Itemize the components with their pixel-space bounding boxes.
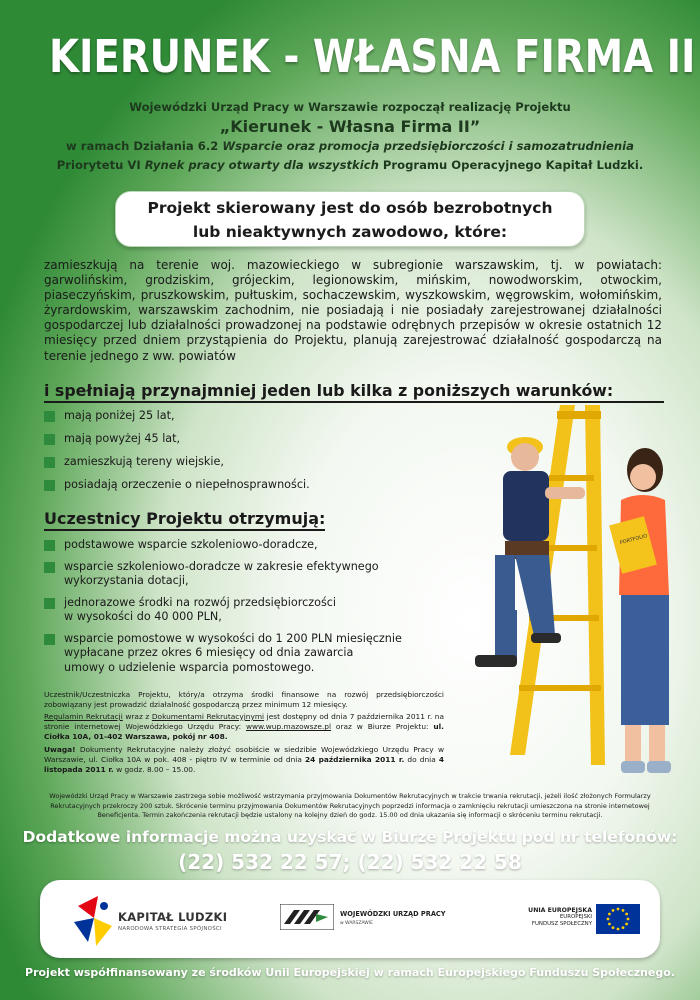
- conditions-list: [44, 409, 364, 501]
- workers-ladder-photo: [445, 405, 685, 785]
- obligation-note: Uczestnik/Uczestniczka Projektu, który/a otrzyma środki finansowe na rozwój przedsiębiorczości zobowiązany jest prowadzić działalność gospodarczą przez minimum 12 miesięcy.: [44, 690, 444, 710]
- list-item: jednorazowe środki na rozwój przedsiębiorczości w wysokości do 40 000 PLN,: [44, 596, 404, 625]
- regulations-note: Regulamin Rekrutacji wraz z Dokumentami Rekrutacyjnymi jest dostępny od dnia 7 października 2011 r. na stronie internetowej Wojewódzkiego Urzędu Pracy: www.wup.mazowsze.pl oraz w Biurze Projektu: ul. Ciołka 10A, 01-402 Warszawa, pokój nr 408.: [44, 712, 445, 742]
- bullet-square-icon: [44, 434, 55, 445]
- list-item: mają poniżej 25 lat,: [44, 409, 364, 424]
- benefits-list: [44, 538, 404, 682]
- bullet-square-icon: [44, 540, 55, 551]
- list-item: wsparcie szkoleniowo-doradcze w zakresie efektywnego wykorzystania dotacji,: [44, 560, 404, 589]
- target-group-line1: Projekt skierowany jest do osób bezrobotnych: [147, 199, 553, 217]
- target-group-box: [115, 191, 585, 247]
- deadline-note: Uwaga! Dokumenty Rekrutacyjne należy złożyć osobiście w siedzibie Wojewódzkiego Urzędu Pracy w Warszawie, ul. Ciołka 10A w pok. 408 - piętro IV w terminie od dnia 24 października 2011 r. do dnia 4 listopada 2011 r. w godz. 8.00 – 15.00.: [44, 745, 444, 775]
- portfolio-book-label: PORTFOLIO: [619, 533, 649, 547]
- intro-line4: Priorytetu VI Rynek pracy otwarty dla wszystkich Programu Operacyjnego Kapitał Ludzki.: [56, 158, 644, 172]
- logos-bar: [40, 880, 660, 958]
- intro-line1: Wojewódzki Urząd Pracy w Warszawie rozpoczął realizację Projektu: [129, 100, 571, 114]
- regulations-link[interactable]: Regulamin Rekrutacji: [44, 712, 123, 721]
- list-item: posiadają orzeczenie o niepełnosprawności.: [44, 478, 364, 493]
- bullet-square-icon: [44, 411, 55, 422]
- eligibility-description: zamieszkują na terenie woj. mazowieckiego w subregionie warszawskim, tj. w powiatach: garwolińskim, grodziskim, grójeckim, legionowskim, mińskim, nowodworskim, otwockim, piaseczyńskim, pruszkowskim, pułtuskim, sochaczewskim, wyszkowskim, węgrowskim, wołomińskim, żyrardowskim, warszawskim zachodnim, nie posiadają i nie posiadały zarejestrowanej działalności gospodarczej lub działalności prowadzonej na podstawie odrębnych przepisów w okresie ostatnich 12 miesięcy przed dniem przystąpienia do Projektu, planują zarejestrować działalność gospodarczą na terenie jednego z ww. powiatów: [44, 258, 662, 363]
- eu-flag-icon: [596, 904, 640, 934]
- benefits-heading: Uczestnicy Projektu otrzymują:: [44, 509, 325, 531]
- bullet-square-icon: [44, 457, 55, 468]
- kapital-ludzki-logo-icon: [74, 896, 114, 948]
- poster-title: KIERUNEK - WŁASNA FIRMA II: [49, 30, 696, 83]
- bullet-square-icon: [44, 634, 55, 645]
- cofinancing-footer: Projekt współfinansowany ze środków Unii Europejskiej w ramach Europejskiego Funduszu Społecznego.: [25, 966, 675, 979]
- worker-woman-figure: [609, 448, 671, 773]
- bullet-square-icon: [44, 562, 55, 573]
- website-link[interactable]: www.wup.mazowsze.pl: [245, 722, 332, 732]
- eu-title: UNIA EUROPEJSKA: [528, 907, 592, 914]
- kapital-ludzki-title: KAPITAŁ LUDZKI: [118, 910, 228, 924]
- contact-info: Dodatkowe informacje można uzyskać w Biurze Projektu pod nr telefonów:: [22, 828, 678, 846]
- target-group-line2: lub nieaktywnych zawodowo, które:: [192, 223, 508, 241]
- list-item: wsparcie pomostowe w wysokości do 1 200 PLN miesięcznie wypłacane przez okres 6 miesięcy od dnia zawarcia umowy o udzielenie wsparcia pomostowego.: [44, 632, 404, 676]
- conditions-heading: i spełniają przynajmniej jeden lub kilka z poniższych warunków:: [44, 381, 664, 403]
- wup-title: WOJEWÓDZKI URZĄD PRACY: [340, 910, 446, 918]
- list-item: zamieszkują tereny wiejskie,: [44, 455, 364, 470]
- intro: [20, 98, 680, 175]
- list-item: mają powyżej 45 lat,: [44, 432, 364, 447]
- phone-numbers[interactable]: (22) 532 22 57; (22) 532 22 58: [178, 850, 522, 874]
- wup-subtitle: w WARSZAWIE: [340, 921, 373, 926]
- project-name: „Kierunek - Własna Firma II”: [219, 117, 481, 136]
- bullet-square-icon: [44, 480, 55, 491]
- list-item: podstawowe wsparcie szkoleniowo-doradcze,: [44, 538, 404, 553]
- wup-logo-icon: [280, 904, 334, 930]
- kapital-ludzki-subtitle: NARODOWA STRATEGIA SPÓJNOŚCI: [118, 926, 222, 932]
- bullet-square-icon: [44, 598, 55, 609]
- intro-line3: w ramach Działania 6.2 Wsparcie oraz promocja przedsiębiorczości i samozatrudnienia: [66, 139, 634, 153]
- recruitment-notice: Wojewódzki Urząd Pracy w Warszawie zastrzega sobie możliwość wstrzymania przyjmowania Dokumentów Rekrutacyjnych w trakcie trwania rekrutacji, jeżeli ilość złożonych Formularzy Rekrutacyjnych przekroczy 200 sztuk. Skrócenie terminu przyjmowania Dokumentów Rekrutacyjnych poprzedzi informacja o zamknięciu rekrutacji umieszczona na stronie internetowej Beneficjenta. Termin zakończenia rekrutacji będzie ustalony na kolejny dzień do godz. 15.00 od dnia ukazania się informacji o skróceniu terminu rekrutacji.: [49, 792, 651, 819]
- eu-text: UNIA EUROPEJSKA EUROPEJSKI FUNDUSZ SPOŁECZNY: [492, 907, 592, 928]
- documents-link[interactable]: Dokumentami Rekrutacyjnymi: [151, 712, 265, 721]
